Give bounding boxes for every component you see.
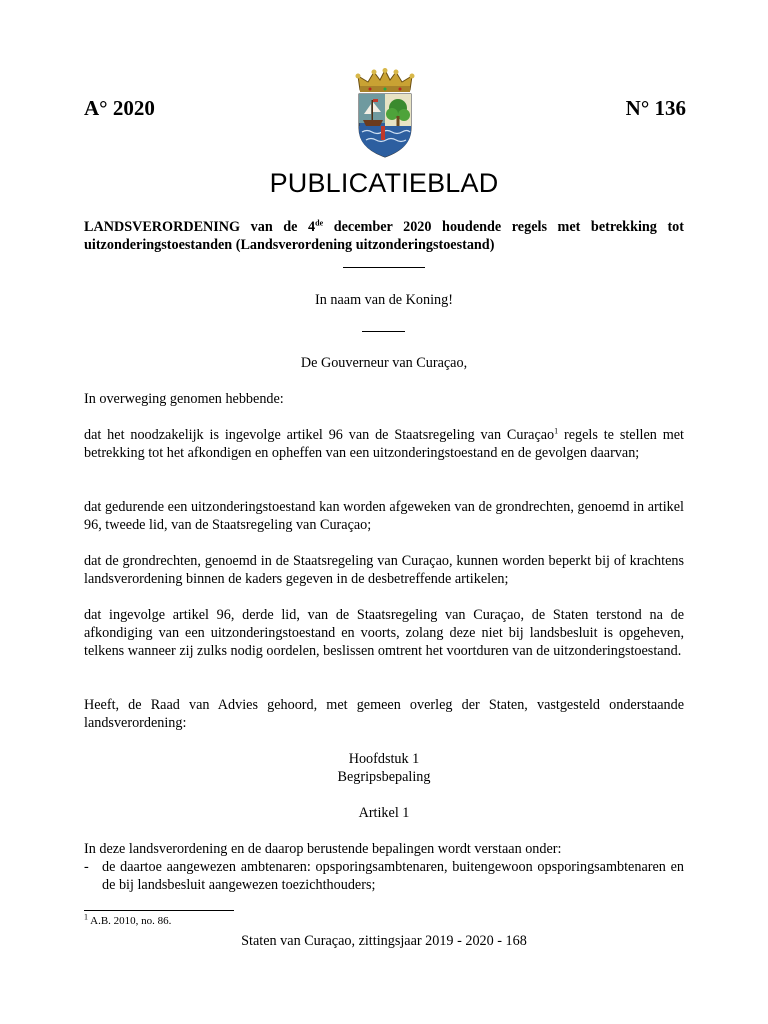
list-item — [84, 858, 684, 894]
consideration-1-part1: dat het noodzakelijk is ingevolge artikel 96 van de Staatsregeling van Curaçao — [84, 427, 555, 443]
consideration-2: dat gedurende een uitzonderingstoestand kan worden afgeweken van de grondrechten, genoemd in artikel 96, tweede lid, van de Staatsregeling van Curaçao; — [84, 499, 684, 533]
chapter-heading: Hoofdstuk 1 — [348, 751, 420, 767]
list-dash: - — [84, 859, 89, 875]
publication-number: N° 136 — [625, 96, 686, 120]
preamble-gouverneur: De Gouverneur van Curaçao, — [300, 355, 468, 371]
consideration-4: dat ingevolge artikel 96, derde lid, van de Staatsregeling van Curaçao, de Staten terstond na de afkondiging van een uitzonderingstoestand en voorts, zolang deze niet bij landsbesluit is opgeheven, telkens wanneer zij zulks nodig oordelen, beslissen omtrent het voortduren van de uitzonderingstoestand. — [84, 607, 684, 659]
consideration-3: dat de grondrechten, genoemd in de Staatsregeling van Curaçao, kunnen worden beperkt bij of krachtens landsverordening binnen de kaders gegeven in de desbetreffende artikelen; — [84, 553, 684, 587]
footnote-text: A.B. 2010, no. 86. — [88, 915, 172, 927]
definition-list — [84, 858, 684, 894]
article-intro: In deze landsverordening en de daarop berustende bepalingen wordt verstaan onder: — [84, 841, 562, 857]
curacao-coat-of-arms-icon — [352, 68, 418, 158]
enactment-clause: Heeft, de Raad van Advies gehoord, met gemeen overleg der Staten, vastgesteld onderstaande landsverordening: — [84, 697, 684, 731]
page-footer: Staten van Curaçao, zittingsjaar 2019 - 2020 - 168 — [241, 933, 527, 949]
preamble-overweging: In overweging genomen hebbende: — [84, 391, 284, 407]
footnote — [84, 914, 171, 928]
article-heading: Artikel 1 — [358, 805, 410, 821]
law-title-part1: LANDSVERORDENING van de 4 — [84, 219, 316, 235]
list-item-text: de daartoe aangewezen ambtenaren: opsporingsambtenaren, buitengewoon opsporingsambtenaren en de bij landsbesluit aangewezen toezichthouders; — [102, 859, 684, 893]
footnote-number: 1 — [84, 912, 88, 922]
consideration-1-part2: regels te stellen met betrekking tot het afkondigen en opheffen van een uitzonderingstoestand en de gevolgen daarvan; — [84, 427, 684, 461]
preamble-koning: In naam van de Koning! — [315, 292, 453, 308]
page-title: PUBLICATIEBLAD — [269, 168, 499, 198]
publication-year: A° 2020 — [84, 96, 155, 120]
preamble-divider — [362, 331, 405, 332]
law-title — [84, 218, 684, 254]
consideration-1 — [84, 426, 684, 462]
law-title-sup: de — [315, 218, 324, 228]
footnote-reference: 1 — [554, 426, 559, 436]
law-title-part2: december 2020 houdende regels met betrekking tot uitzonderingstoestanden (Landsverordening uitzonderingstoestand) — [84, 219, 685, 253]
chapter-name: Begripsbepaling — [337, 769, 431, 785]
footnote-divider — [84, 910, 234, 911]
title-divider — [343, 267, 425, 268]
